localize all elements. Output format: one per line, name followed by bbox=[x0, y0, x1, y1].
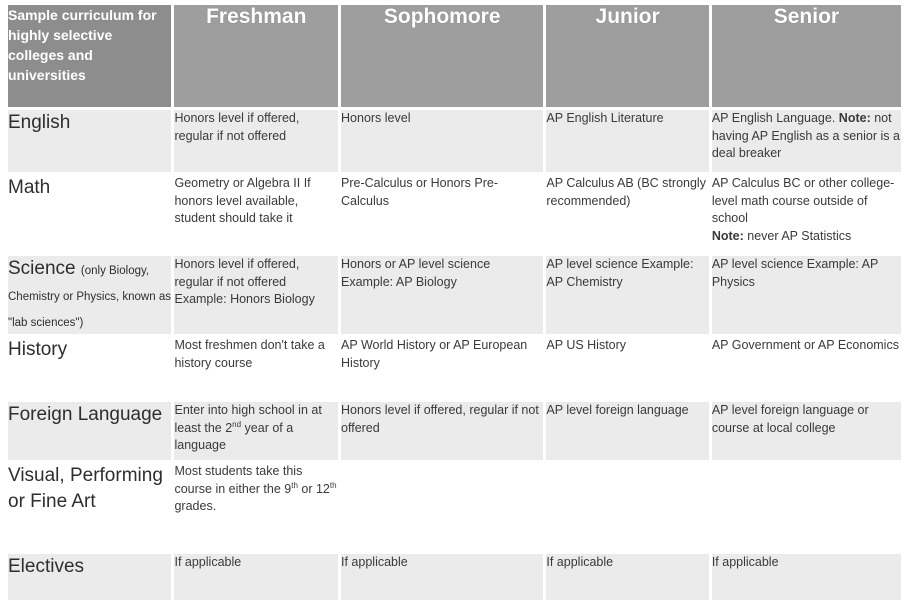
col-header-senior: Senior bbox=[712, 5, 901, 107]
cell-fine-art-freshman: Most students take this course in either the 9th or 12th grades. bbox=[174, 463, 338, 551]
cell-english-senior: AP English Language. Note: not having AP English as a senior is a deal breaker bbox=[712, 110, 901, 172]
table-row-english bbox=[8, 110, 901, 172]
cell-math-junior: AP Calculus AB (BC strongly recommended) bbox=[546, 175, 708, 253]
curriculum-table bbox=[5, 2, 904, 603]
senior-note-label: Note: bbox=[711, 228, 744, 243]
cell-electives-senior: If applicable bbox=[712, 554, 901, 600]
row-label-english: English bbox=[8, 110, 171, 172]
col-header-sophomore: Sophomore bbox=[341, 5, 543, 107]
cell-electives-freshman: If applicable bbox=[174, 554, 338, 600]
cell-english-freshman: Honors level if offered, regular if not offered bbox=[174, 110, 338, 172]
cell-science-sophomore: Honors or AP level science Example: AP Biology bbox=[341, 256, 543, 334]
cell-electives-junior: If applicable bbox=[546, 554, 708, 600]
cell-history-junior: AP US History bbox=[546, 337, 708, 399]
cell-science-junior: AP level science Example: AP Chemistry bbox=[546, 256, 708, 334]
cell-foreign-language-sophomore: Honors level if offered, regular if not offered bbox=[341, 402, 543, 460]
cell-science-freshman: Honors level if offered, regular if not offered Example: Honors Biology bbox=[174, 256, 338, 334]
row-label-electives: Electives bbox=[8, 554, 171, 600]
cell-science-senior: AP level science Example: AP Physics bbox=[712, 256, 901, 334]
cell-fine-art-sophomore bbox=[341, 463, 543, 551]
table-row-fine-art bbox=[8, 463, 901, 551]
cell-english-junior: AP English Literature bbox=[546, 110, 708, 172]
cell-foreign-language-senior: AP level foreign language or course at local college bbox=[712, 402, 901, 460]
row-label-foreign-language: Foreign Language bbox=[8, 402, 171, 460]
cell-math-freshman: Geometry or Algebra II If honors level available, student should take it bbox=[174, 175, 338, 253]
row-label-science: Science (only Biology, Chemistry or Physics, known as "lab sciences") bbox=[8, 256, 171, 334]
cell-history-freshman: Most freshmen don't take a history course bbox=[174, 337, 338, 399]
cell-math-sophomore: Pre-Calculus or Honors Pre-Calculus bbox=[341, 175, 543, 253]
corner-header: Sample curriculum for highly selective colleges and universities bbox=[8, 5, 171, 107]
table-row-history bbox=[8, 337, 901, 399]
row-label-math: Math bbox=[8, 175, 171, 253]
science-subject-note: (only Biology, Chemistry or Physics, known as "lab sciences") bbox=[8, 265, 171, 329]
table-row-math bbox=[8, 175, 901, 253]
header-row bbox=[8, 5, 901, 107]
table-row-foreign-language bbox=[8, 402, 901, 460]
cell-fine-art-junior bbox=[546, 463, 708, 551]
cell-math-senior: AP Calculus BC or other college-level math course outside of school Note: never AP Statistics bbox=[712, 175, 901, 253]
cell-english-sophomore: Honors level bbox=[341, 110, 543, 172]
cell-foreign-language-junior: AP level foreign language bbox=[546, 402, 708, 460]
cell-foreign-language-freshman: Enter into high school in at least the 2nd year of a language bbox=[174, 402, 338, 460]
cell-fine-art-senior bbox=[712, 463, 901, 551]
table-row-electives bbox=[8, 554, 901, 600]
col-header-freshman: Freshman bbox=[174, 5, 338, 107]
cell-electives-sophomore: If applicable bbox=[341, 554, 543, 600]
senior-note-label: Note: bbox=[838, 111, 871, 125]
row-label-history: History bbox=[8, 337, 171, 399]
col-header-junior: Junior bbox=[546, 5, 708, 107]
row-label-fine-art: Visual, Performing or Fine Art bbox=[8, 463, 171, 551]
cell-history-senior: AP Government or AP Economics bbox=[712, 337, 901, 399]
cell-history-sophomore: AP World History or AP European History bbox=[341, 337, 543, 399]
table-row-science bbox=[8, 256, 901, 334]
